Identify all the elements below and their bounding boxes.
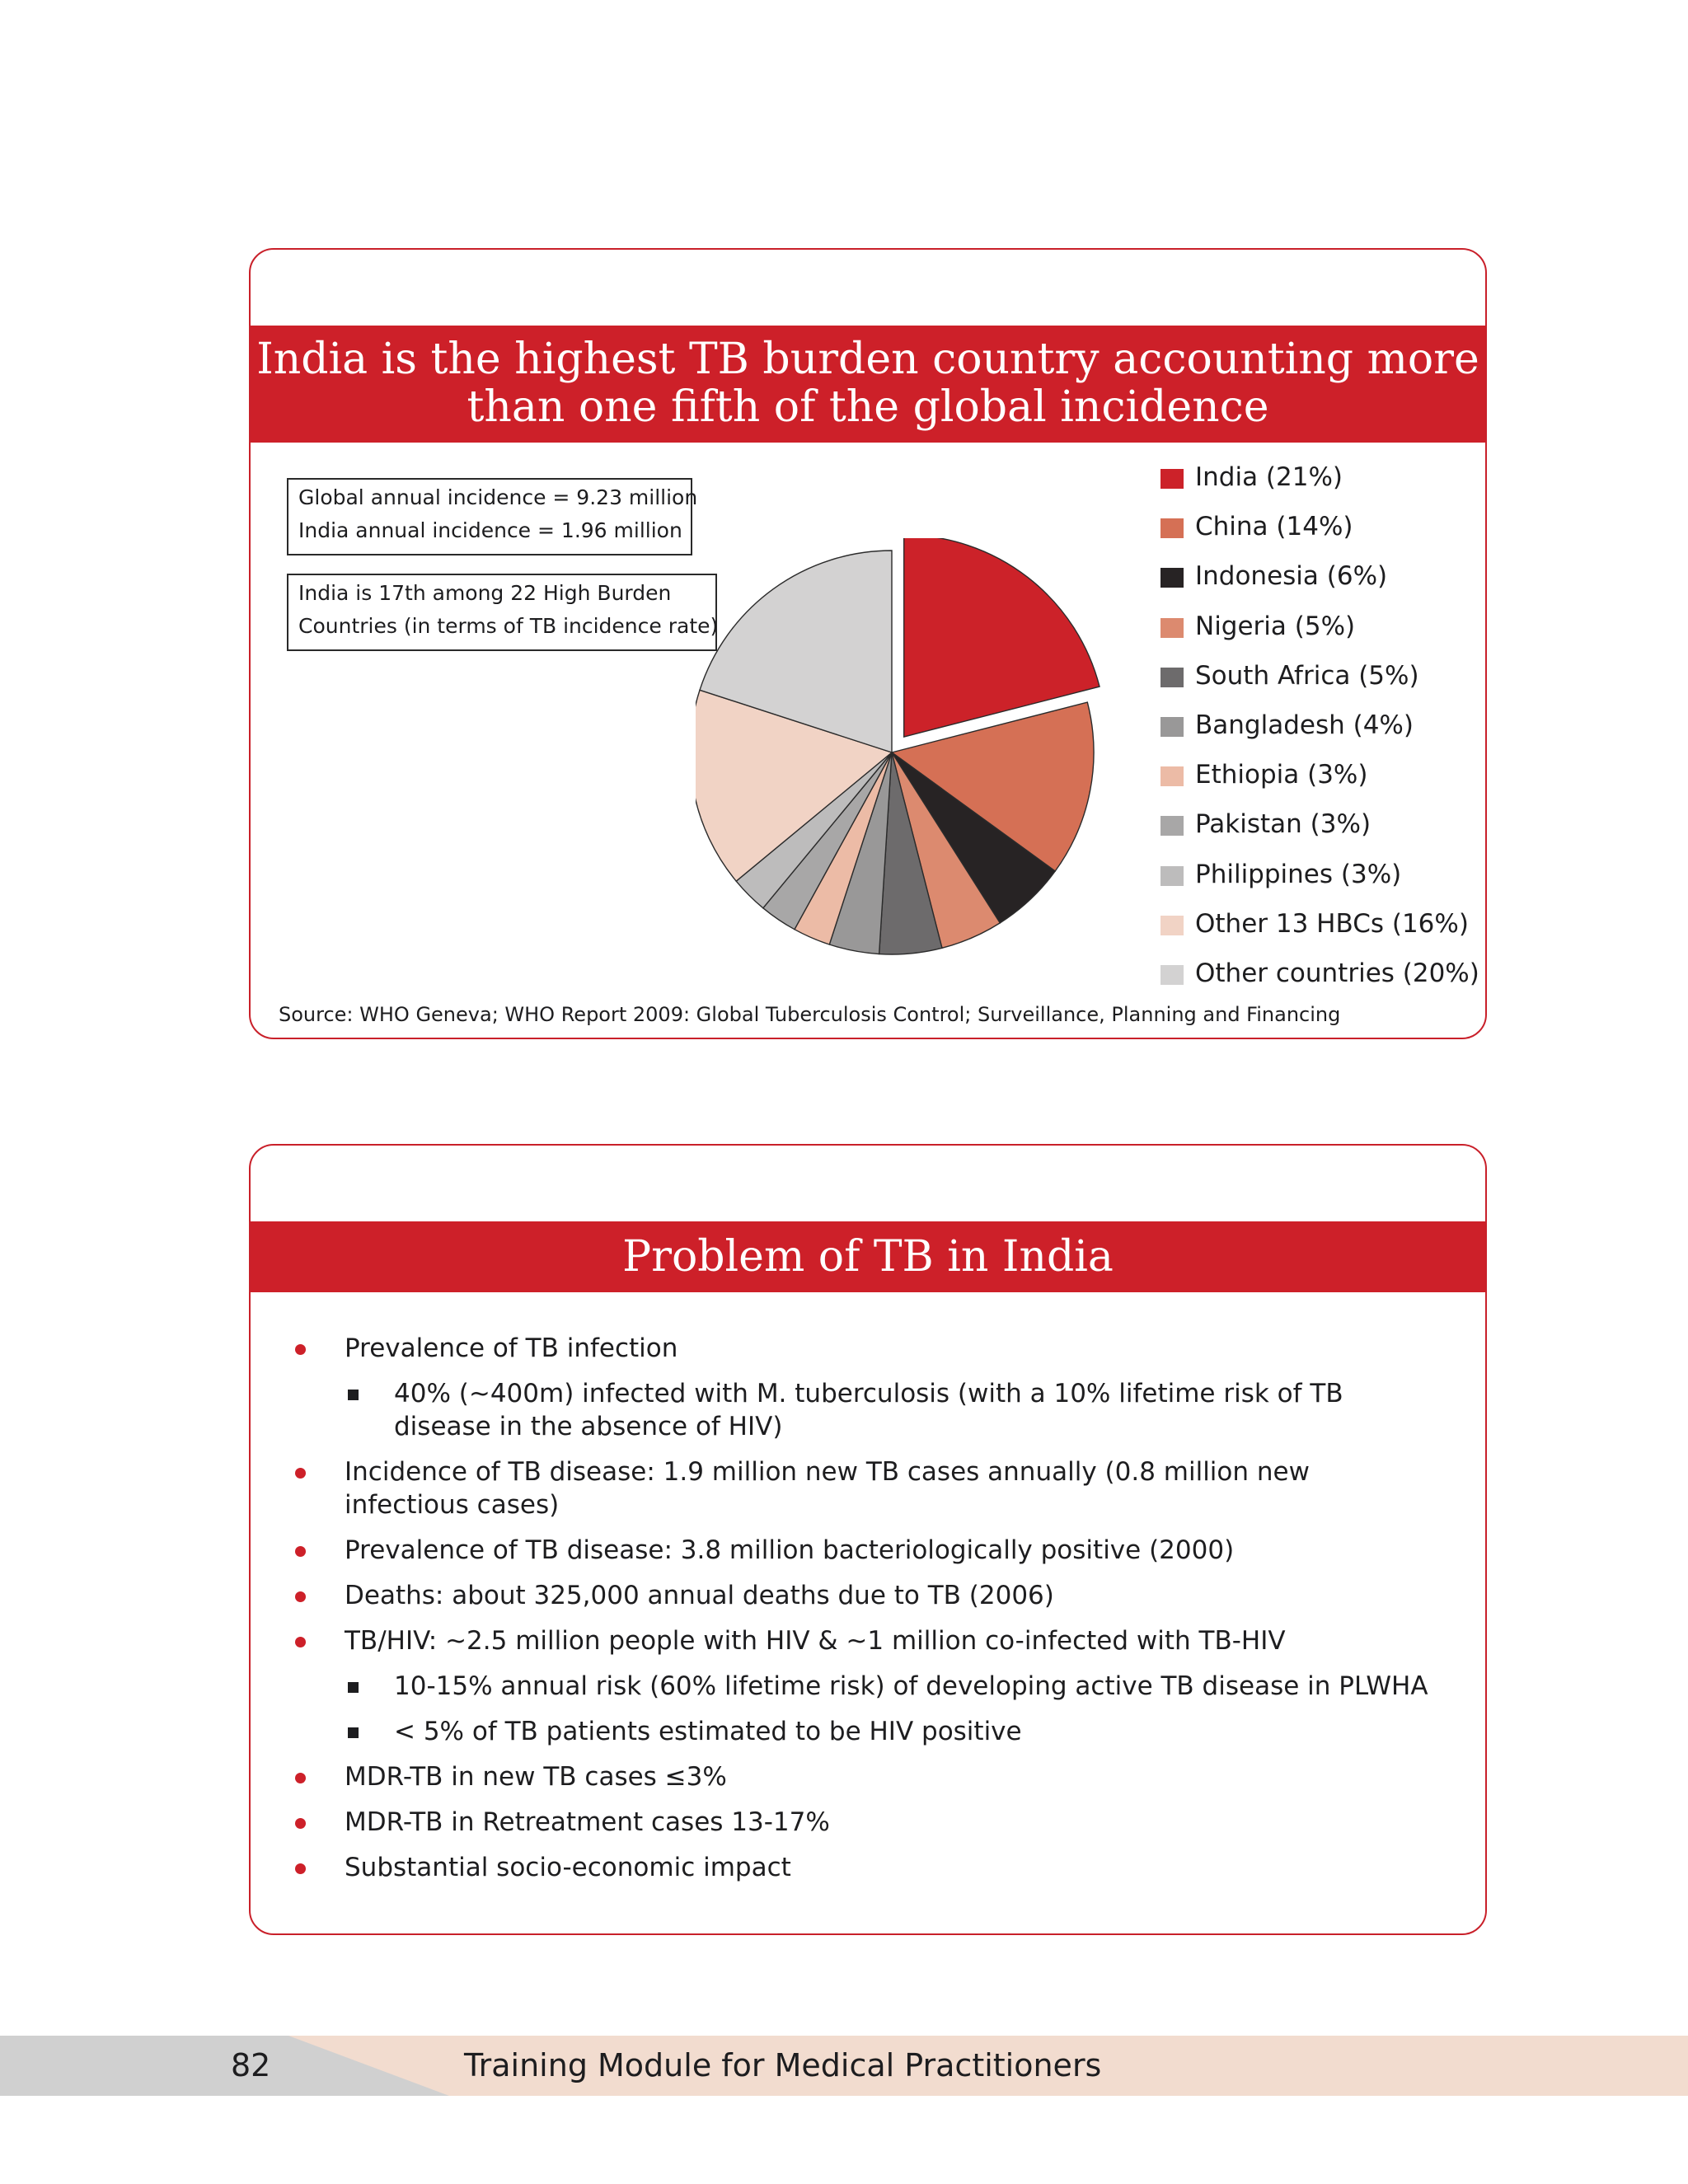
- bullet-text: 40% (~400m) infected with M. tuberculosis (with a 10% lifetime risk of TB disease in the absence of HIV): [394, 1379, 1343, 1441]
- bullet-dot-icon: [295, 1637, 306, 1647]
- legend-swatch: [1160, 568, 1184, 588]
- bullet-dot-icon: [295, 1818, 306, 1829]
- square-bullet-icon: [348, 1682, 359, 1693]
- bullet-text: TB/HIV: ~2.5 million people with HIV & ~1 million co-infected with TB-HIV: [345, 1626, 1286, 1656]
- legend-swatch: [1160, 916, 1184, 935]
- legend-label: Pakistan (3%): [1195, 809, 1372, 840]
- slide-title: Problem of TB in India: [251, 1221, 1485, 1292]
- slide-problem-of-tb: [249, 1144, 1487, 1935]
- title-line-2: than one fifth of the global incidence: [467, 382, 1269, 432]
- info-line: Global annual incidence = 9.23 million: [298, 485, 698, 509]
- bullet-dot-icon: [295, 1773, 306, 1783]
- bullet-text: Deaths: about 325,000 annual deaths due to TB (2006): [345, 1581, 1054, 1610]
- square-bullet-icon: [348, 1727, 359, 1738]
- bullet-item: [251, 1455, 1487, 1521]
- bullet-dot-icon: [295, 1468, 306, 1479]
- legend-label: Other countries (20%): [1195, 958, 1479, 988]
- legend-label: Philippines (3%): [1195, 859, 1402, 889]
- bullet-item: [251, 1579, 1487, 1612]
- info-line: India annual incidence = 1.96 million: [298, 518, 682, 542]
- sub-bullet-item: [251, 1715, 1487, 1748]
- legend-label: Indonesia (6%): [1195, 561, 1388, 592]
- legend-swatch: [1160, 668, 1184, 687]
- legend-label: Nigeria (5%): [1195, 611, 1356, 641]
- title-line-1: India is the highest TB burden country accounting more: [256, 335, 1479, 384]
- sub-bullet-item: [251, 1377, 1487, 1443]
- legend-swatch: [1160, 469, 1184, 489]
- bullet-item: [251, 1332, 1487, 1365]
- bullet-item: [251, 1534, 1487, 1567]
- bullet-text: Prevalence of TB disease: 3.8 million bacteriologically positive (2000): [345, 1535, 1235, 1565]
- legend-label: Ethiopia (3%): [1195, 760, 1368, 790]
- bullet-item: [251, 1806, 1487, 1839]
- legend-label: Bangladesh (4%): [1195, 710, 1414, 740]
- bullet-text: MDR-TB in Retreatment cases 13-17%: [345, 1807, 830, 1837]
- bullet-dot-icon: [295, 1863, 306, 1874]
- pie-chart: [696, 538, 1124, 967]
- bullet-item: [251, 1760, 1487, 1793]
- legend-swatch: [1160, 518, 1184, 538]
- incidence-info-box: [287, 478, 698, 555]
- bullet-text: Substantial socio-economic impact: [345, 1853, 791, 1882]
- bullet-text: Prevalence of TB infection: [345, 1333, 678, 1363]
- legend-label: China (14%): [1195, 512, 1353, 542]
- slide-tb-burden: [249, 248, 1487, 1039]
- bullet-item: [251, 1624, 1487, 1657]
- info-line: Countries (in terms of TB incidence rate): [298, 614, 719, 638]
- legend-swatch: [1160, 618, 1184, 638]
- bullet-text: Incidence of TB disease: 1.9 million new TB cases annually (0.8 million new infectious cases): [345, 1457, 1310, 1520]
- bullet-text: < 5% of TB patients estimated to be HIV positive: [394, 1717, 1022, 1746]
- footer-title: Training Module for Medical Practitioners: [464, 2047, 1102, 2083]
- bullet-dot-icon: [295, 1591, 306, 1602]
- legend-swatch: [1160, 717, 1184, 737]
- legend-swatch: [1160, 866, 1184, 886]
- sub-bullet-item: [251, 1670, 1487, 1703]
- bullet-text: 10-15% annual risk (60% lifetime risk) of developing active TB disease in PLWHA: [394, 1671, 1428, 1701]
- legend-swatch: [1160, 965, 1184, 985]
- bullet-item: [251, 1851, 1487, 1884]
- legend-label: South Africa (5%): [1195, 660, 1419, 691]
- rank-info-box: [287, 574, 717, 651]
- bullet-list: [251, 1332, 1487, 1896]
- source-note: Source: WHO Geneva; WHO Report 2009: Global Tuberculosis Control; Surveillance, Planning and Financing: [279, 1003, 1341, 1026]
- bullet-text: MDR-TB in new TB cases ≤3%: [345, 1762, 727, 1792]
- slide-title: [251, 326, 1485, 443]
- square-bullet-icon: [348, 1390, 359, 1400]
- page-number: 82: [231, 2047, 271, 2083]
- bullet-dot-icon: [295, 1344, 306, 1355]
- legend-label: Other 13 HBCs (16%): [1195, 908, 1469, 939]
- info-line: India is 17th among 22 High Burden: [298, 581, 672, 605]
- bullet-dot-icon: [295, 1546, 306, 1557]
- legend-label: India (21%): [1195, 462, 1343, 492]
- legend-swatch: [1160, 766, 1184, 786]
- legend-swatch: [1160, 816, 1184, 836]
